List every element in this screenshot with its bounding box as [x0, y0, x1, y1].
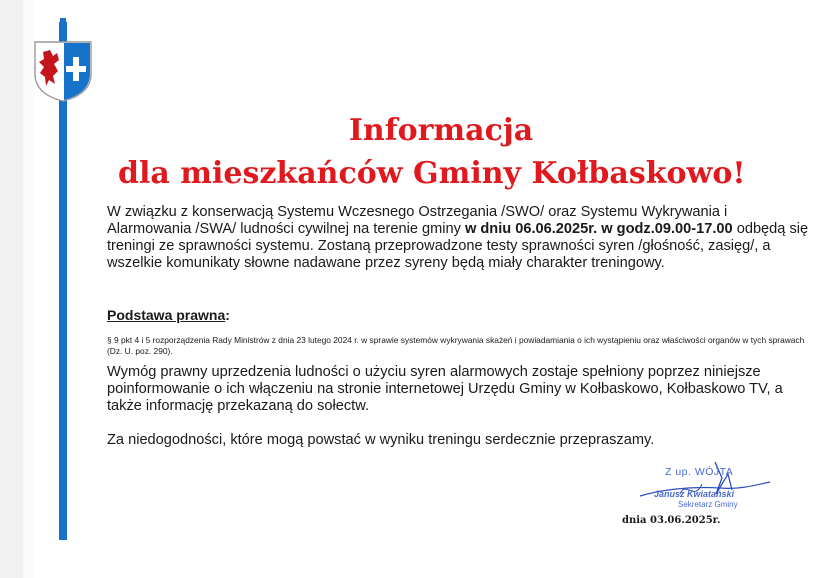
legal-basis-heading: Podstawa prawna: [107, 307, 230, 323]
page-subtitle: dla mieszkańców Gminy Kołbaskowo! [118, 156, 746, 191]
paragraph-apology: Za niedogodności, które mogą powstać w wyniku treningu serdecznie przepraszamy. [107, 432, 655, 448]
page-title: Informacja [348, 113, 534, 148]
paragraph-notification: Wymóg prawny uprzedzenia ludności o użyciu syren alarmowych zostaje spełniony poprzez niniejsze poinformowanie o ich włączeniu na stronie internetowej Urzędu Gminy w Kołbaskowo, Kołbaskowo TV, a także informację przekazaną do sołectw. [107, 364, 783, 414]
legal-basis-text: § 9 pkt 4 i 5 rozporządzenia Rady Ministrów z dnia 23 lutego 2024 r. w sprawie systemów wykrywania skażeń i powiadamiania o ich wystąpieniu oraz właściwości organów w tych sprawach (Dz. U. poz. 290). [107, 335, 805, 356]
coat-of-arms-icon [33, 40, 93, 102]
signature-name: Janusz Kwiatański [654, 489, 735, 499]
signature-title: Sekretarz Gminy [678, 500, 738, 509]
paragraph-announcement: W związku z konserwacją Systemu Wczesnego Ostrzegania /SWO/ oraz Systemu Wykrywania i Alarmowania /SWA/ ludności cywilnej na terenie gminy w dniu 06.06.2025r. w godz.09.00-17.00 odbędą się treningi ze sprawności systemu. Zostaną przeprowadzone testy sprawności syren /głośność, zasięg/, a wszelkie komunikaty słowne nadawane przez syreny będą miały charakter treningowy. [107, 204, 809, 271]
date-time-highlight: w dniu 06.06.2025r. w godz.09.00-17.00 [464, 221, 733, 237]
signature-role: Z up. WÓJTA [665, 466, 734, 478]
left-margin-strip [0, 0, 23, 578]
document-date: dnia 03.06.2025r. [622, 515, 721, 526]
